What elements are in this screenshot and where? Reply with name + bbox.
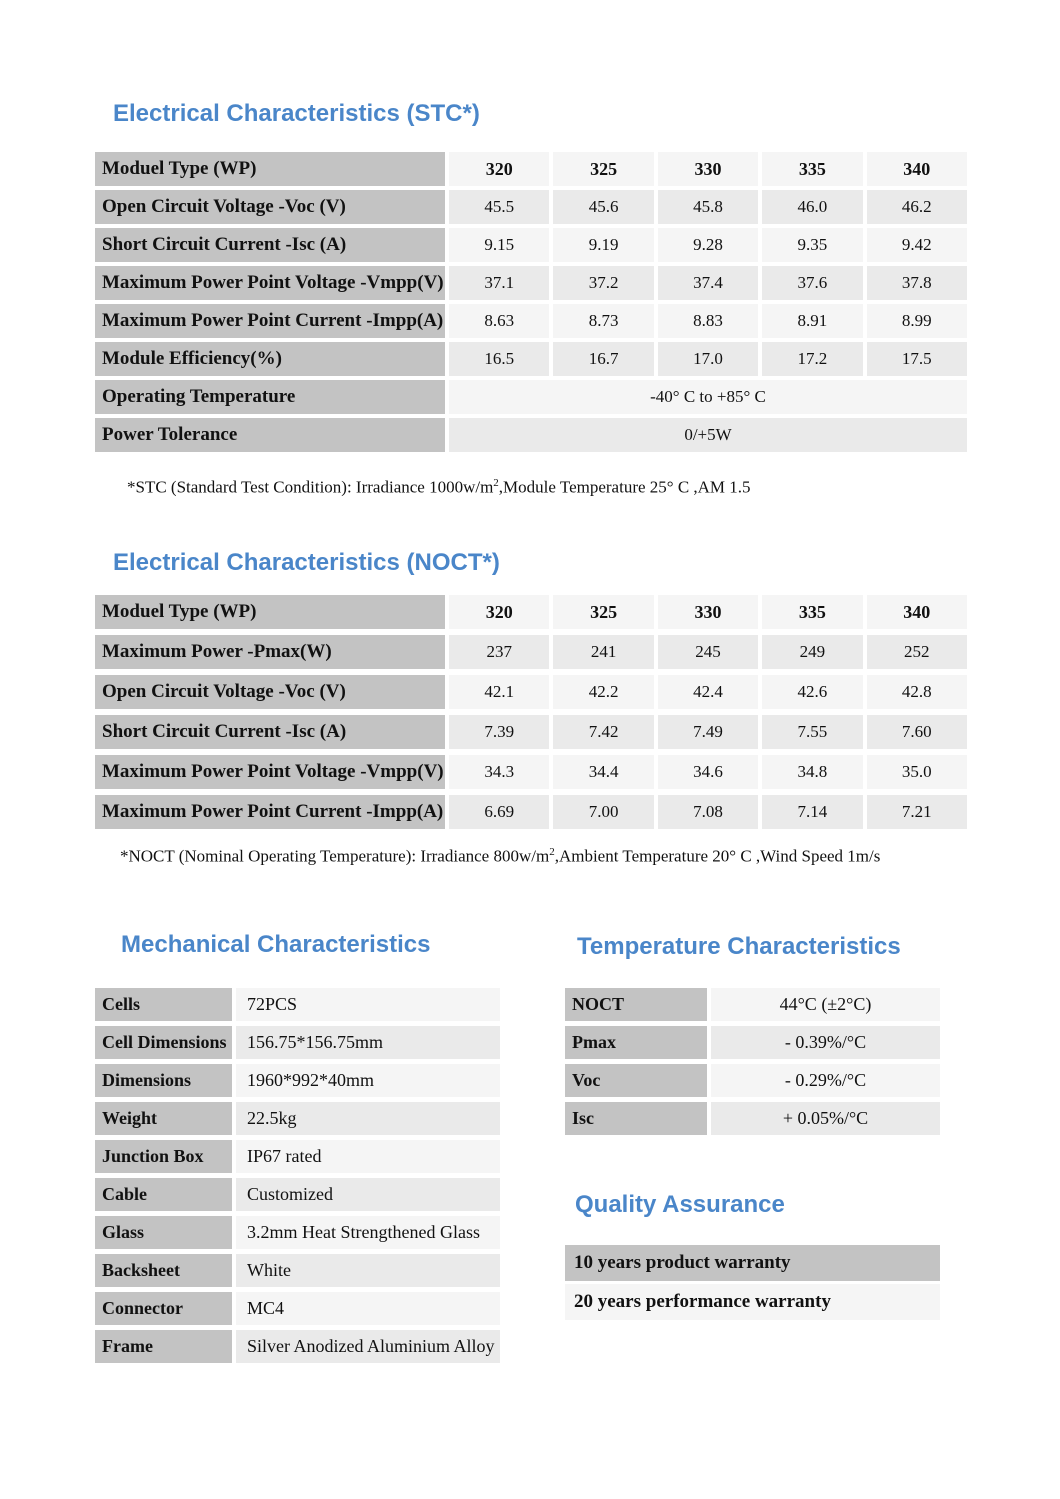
noct-section-title: Electrical Characteristics (NOCT*) [113, 549, 500, 576]
row-label: Frame [95, 1330, 232, 1363]
cell-value: 241 [553, 635, 653, 669]
cell-value: 7.55 [762, 715, 862, 749]
footnote-text: *NOCT (Nominal Operating Temperature): Irradiance 800w/m [120, 846, 550, 866]
cell-value: 35.0 [867, 755, 967, 789]
cell-value: - 0.39%/°C [711, 1026, 940, 1059]
row-label: Operating Temperature [95, 380, 445, 414]
row-label: NOCT [565, 988, 707, 1021]
row-label: Open Circuit Voltage -Voc (V) [95, 190, 445, 224]
cell-value: 37.1 [449, 266, 549, 300]
table-row [565, 1064, 940, 1097]
row-label: Maximum Power Point Current -Impp(A) [95, 304, 445, 338]
cell-value: MC4 [236, 1292, 500, 1325]
cell-value: + 0.05%/°C [711, 1102, 940, 1135]
cell-value: 42.2 [553, 675, 653, 709]
cell-value: 42.8 [867, 675, 967, 709]
row-label: Maximum Power Point Voltage -Vmpp(V) [95, 755, 445, 789]
mechanical-section-title: Mechanical Characteristics [121, 931, 431, 958]
row-label: Power Tolerance [95, 418, 445, 452]
cell-value: White [236, 1254, 500, 1287]
row-label: Glass [95, 1216, 232, 1249]
cell-value: Silver Anodized Aluminium Alloy [236, 1330, 500, 1363]
row-label: Connector [95, 1292, 232, 1325]
row-label: Moduel Type (WP) [95, 152, 445, 186]
noct-header-row [95, 595, 967, 629]
cell-value: 45.5 [449, 190, 549, 224]
table-row [95, 1254, 500, 1287]
table-row [95, 1178, 500, 1211]
cell-value: 7.00 [553, 795, 653, 829]
row-label: Isc [565, 1102, 707, 1135]
cell-value: 42.4 [658, 675, 758, 709]
column-header: 330 [658, 595, 758, 629]
cell-value: 34.3 [449, 755, 549, 789]
table-row [95, 715, 967, 749]
column-header: 325 [553, 595, 653, 629]
quality-section-title: Quality Assurance [575, 1191, 785, 1218]
row-label: Module Efficiency(%) [95, 342, 445, 376]
row-label: Weight [95, 1102, 232, 1135]
row-label: Junction Box [95, 1140, 232, 1173]
column-header: 340 [867, 595, 967, 629]
cell-value: 22.5kg [236, 1102, 500, 1135]
column-header: 335 [762, 152, 862, 186]
table-row [95, 1064, 500, 1097]
cell-value: 9.42 [867, 228, 967, 262]
cell-value: 7.49 [658, 715, 758, 749]
cell-value: 245 [658, 635, 758, 669]
noct-footnote [120, 846, 880, 867]
temperature-table [565, 988, 940, 1140]
table-row [95, 228, 967, 262]
cell-value: 9.19 [553, 228, 653, 262]
column-header: 325 [553, 152, 653, 186]
cell-value: 37.6 [762, 266, 862, 300]
cell-value: 37.4 [658, 266, 758, 300]
table-row [95, 1292, 500, 1325]
cell-value: 7.21 [867, 795, 967, 829]
table-row [95, 795, 967, 829]
row-label: Pmax [565, 1026, 707, 1059]
footnote-superscript: 2 [549, 846, 555, 858]
cell-value: 3.2mm Heat Strengthened Glass [236, 1216, 500, 1249]
cell-value: 7.42 [553, 715, 653, 749]
cell-value: 46.2 [867, 190, 967, 224]
cell-value: 37.8 [867, 266, 967, 300]
warranty-row: 10 years product warranty [565, 1245, 940, 1281]
column-header: 340 [867, 152, 967, 186]
column-header: 320 [449, 595, 549, 629]
table-row [95, 1140, 500, 1173]
table-row [95, 304, 967, 338]
row-label: Backsheet [95, 1254, 232, 1287]
cell-value: 7.14 [762, 795, 862, 829]
table-row [95, 1330, 500, 1363]
stc-section-title: Electrical Characteristics (STC*) [113, 100, 480, 127]
mechanical-table [95, 988, 500, 1368]
cell-value: 34.6 [658, 755, 758, 789]
footnote-text: *STC (Standard Test Condition): Irradiance 1000w/m [127, 477, 494, 497]
cell-value: 9.28 [658, 228, 758, 262]
table-row [95, 380, 967, 414]
cell-value: 8.73 [553, 304, 653, 338]
row-label: Open Circuit Voltage -Voc (V) [95, 675, 445, 709]
cell-value: 72PCS [236, 988, 500, 1021]
row-label: Cells [95, 988, 232, 1021]
row-label: Cable [95, 1178, 232, 1211]
cell-value: 252 [867, 635, 967, 669]
cell-value: 8.63 [449, 304, 549, 338]
cell-value: 9.35 [762, 228, 862, 262]
cell-value: 7.60 [867, 715, 967, 749]
stc-header-row [95, 152, 967, 186]
row-label: Cell Dimensions [95, 1026, 232, 1059]
row-label: Dimensions [95, 1064, 232, 1097]
cell-value: 249 [762, 635, 862, 669]
cell-value: 6.69 [449, 795, 549, 829]
row-label: Maximum Power Point Voltage -Vmpp(V) [95, 266, 445, 300]
table-row [565, 988, 940, 1021]
cell-value: 45.8 [658, 190, 758, 224]
table-row [95, 1102, 500, 1135]
table-row [95, 266, 967, 300]
cell-value: 44°C (±2°C) [711, 988, 940, 1021]
cell-value: 42.6 [762, 675, 862, 709]
table-row [95, 1216, 500, 1249]
table-row [95, 190, 967, 224]
table-row [95, 988, 500, 1021]
cell-value-merged: 0/+5W [449, 418, 967, 452]
cell-value: 237 [449, 635, 549, 669]
row-label: Maximum Power -Pmax(W) [95, 635, 445, 669]
table-row [95, 755, 967, 789]
cell-value: 8.99 [867, 304, 967, 338]
quality-table [565, 1245, 940, 1323]
cell-value: 156.75*156.75mm [236, 1026, 500, 1059]
cell-value: IP67 rated [236, 1140, 500, 1173]
footnote-text: ,Ambient Temperature 20° C ,Wind Speed 1m/s [554, 846, 881, 866]
row-label: Short Circuit Current -Isc (A) [95, 228, 445, 262]
cell-value: 16.7 [553, 342, 653, 376]
cell-value: - 0.29%/°C [711, 1064, 940, 1097]
footnote-text: ,Module Temperature 25° C ,AM 1.5 [498, 477, 751, 497]
table-row [95, 1026, 500, 1059]
row-label: Voc [565, 1064, 707, 1097]
row-label: Maximum Power Point Current -Impp(A) [95, 795, 445, 829]
cell-value-merged: -40° C to +85° C [449, 380, 967, 414]
table-row [565, 1026, 940, 1059]
table-row [565, 1102, 940, 1135]
warranty-row: 20 years performance warranty [565, 1284, 940, 1320]
row-label: Moduel Type (WP) [95, 595, 445, 629]
cell-value: 34.8 [762, 755, 862, 789]
temperature-section-title: Temperature Characteristics [577, 933, 901, 960]
cell-value: 42.1 [449, 675, 549, 709]
cell-value: 37.2 [553, 266, 653, 300]
noct-table [95, 595, 967, 835]
cell-value: 1960*992*40mm [236, 1064, 500, 1097]
cell-value: 17.0 [658, 342, 758, 376]
cell-value: 16.5 [449, 342, 549, 376]
cell-value: 34.4 [553, 755, 653, 789]
cell-value: 17.2 [762, 342, 862, 376]
cell-value: 8.83 [658, 304, 758, 338]
cell-value: 7.08 [658, 795, 758, 829]
column-header: 330 [658, 152, 758, 186]
table-row [95, 342, 967, 376]
cell-value: Customized [236, 1178, 500, 1211]
cell-value: 7.39 [449, 715, 549, 749]
table-row [95, 418, 967, 452]
table-row [95, 635, 967, 669]
cell-value: 45.6 [553, 190, 653, 224]
cell-value: 17.5 [867, 342, 967, 376]
table-row [95, 675, 967, 709]
row-label: Short Circuit Current -Isc (A) [95, 715, 445, 749]
cell-value: 9.15 [449, 228, 549, 262]
footnote-superscript: 2 [493, 477, 499, 489]
stc-table [95, 152, 967, 456]
stc-footnote [127, 477, 751, 498]
column-header: 320 [449, 152, 549, 186]
column-header: 335 [762, 595, 862, 629]
cell-value: 46.0 [762, 190, 862, 224]
cell-value: 8.91 [762, 304, 862, 338]
